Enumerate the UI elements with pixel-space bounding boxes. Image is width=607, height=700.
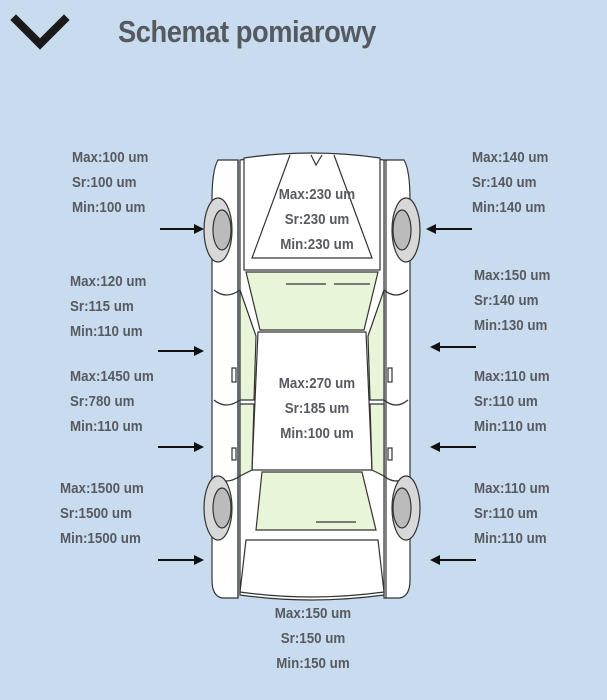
max-value: Max:140 um: [472, 150, 549, 166]
avg-value: Sr:115 um: [70, 299, 134, 315]
avg-value: Sr:150 um: [280, 631, 346, 647]
measure-front-left-door: [70, 270, 153, 345]
measure-front-right-fender: [472, 146, 555, 221]
min-value: Min:110 um: [474, 531, 547, 547]
avg-value: Sr:1500 um: [60, 506, 132, 522]
max-value: Max:1450 um: [70, 369, 154, 385]
min-value: Min:110 um: [70, 419, 143, 435]
avg-value: Sr:780 um: [70, 394, 135, 410]
avg-value: Sr:140 um: [474, 293, 539, 309]
avg-value: Sr:140 um: [472, 175, 537, 191]
min-value: Min:100 um: [72, 200, 146, 216]
max-value: Max:110 um: [474, 481, 550, 497]
avg-value: Sr:110 um: [474, 394, 538, 410]
max-value: Max:120 um: [70, 274, 147, 290]
min-value: Min:140 um: [472, 200, 546, 216]
max-value: Max:1500 um: [60, 481, 144, 497]
measure-trunk: [258, 602, 368, 677]
page-title: Schemat pomiarowy: [118, 14, 376, 49]
max-value: Max:100 um: [72, 150, 149, 166]
avg-value: Sr:100 um: [72, 175, 137, 191]
measure-front-right-door: [474, 264, 557, 339]
min-value: Min:230 um: [280, 237, 354, 253]
min-value: Min:150 um: [276, 656, 350, 672]
max-value: Max:110 um: [474, 369, 550, 385]
min-value: Min:130 um: [474, 318, 548, 334]
measure-rear-right-door: [474, 365, 556, 440]
min-value: Min:110 um: [70, 324, 143, 340]
avg-value: Sr:110 um: [474, 506, 538, 522]
max-value: Max:230 um: [278, 187, 356, 203]
measure-rear-left-door: [70, 365, 161, 440]
measure-roof: [262, 372, 372, 447]
max-value: Max:270 um: [278, 376, 356, 392]
measure-hood: [262, 183, 372, 258]
avg-value: Sr:230 um: [284, 212, 350, 228]
min-value: Min:1500 um: [60, 531, 141, 547]
measure-front-left-fender: [72, 146, 155, 221]
avg-value: Sr:185 um: [284, 401, 350, 417]
min-value: Min:110 um: [474, 419, 547, 435]
max-value: Max:150 um: [274, 606, 352, 622]
measure-rear-left-fender: [60, 477, 151, 552]
measure-rear-right-fender: [474, 477, 556, 552]
min-value: Min:100 um: [280, 426, 354, 442]
max-value: Max:150 um: [474, 268, 551, 284]
